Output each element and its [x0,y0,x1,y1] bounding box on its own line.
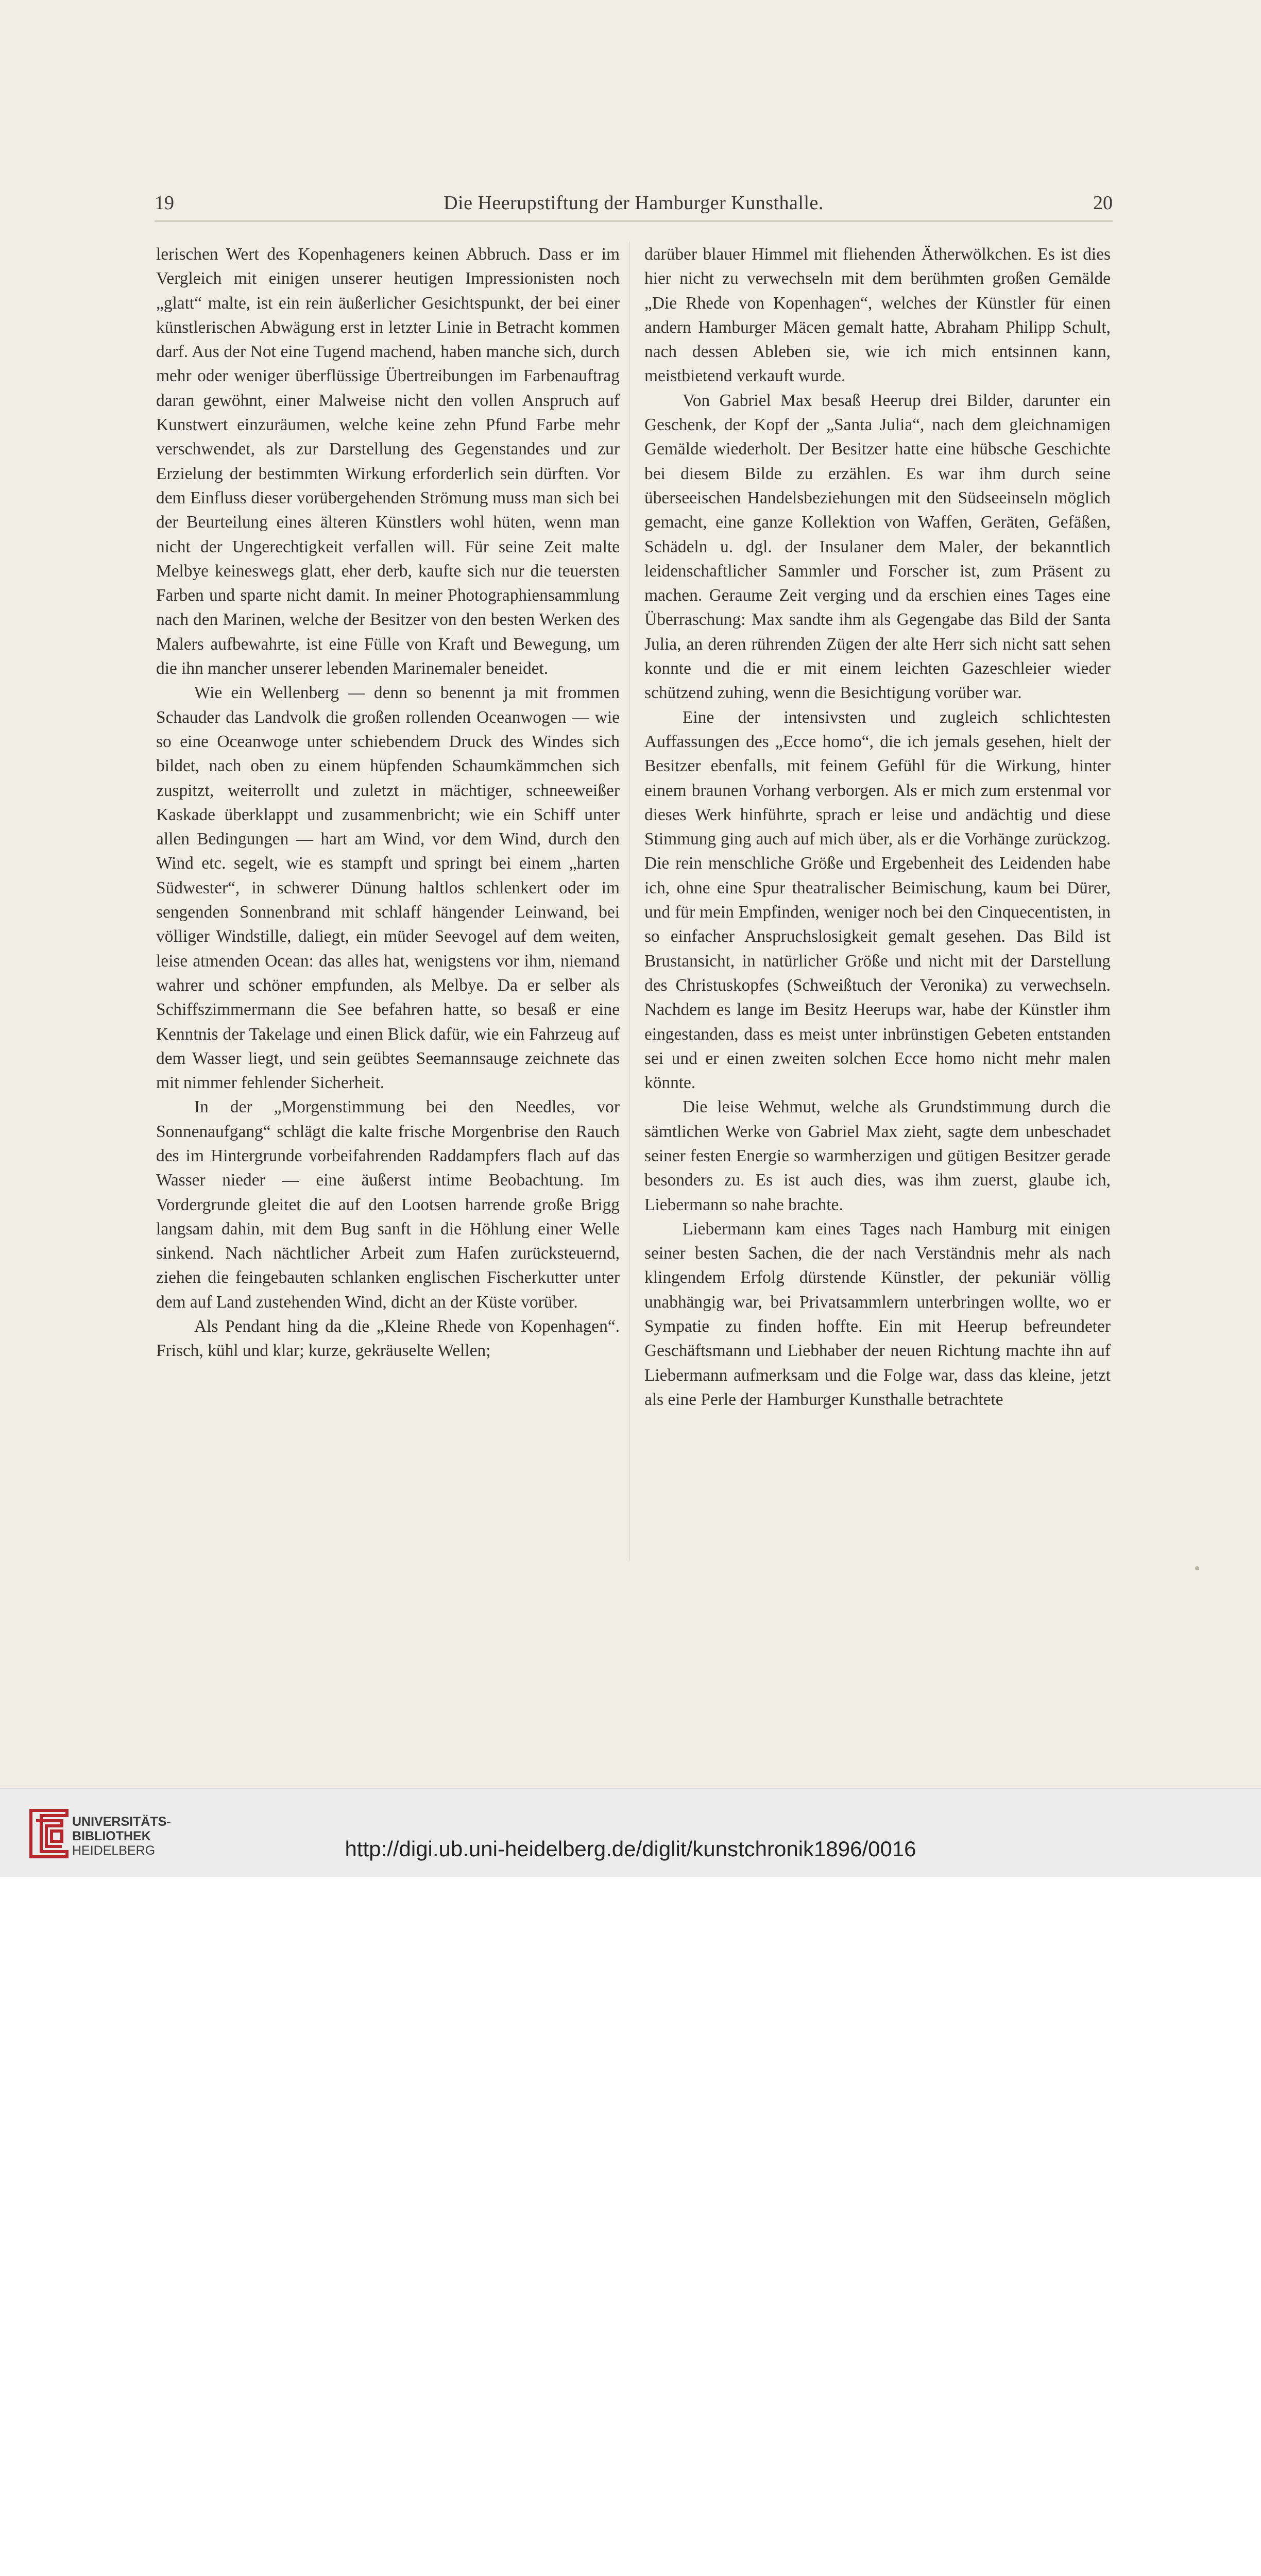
paragraph: darüber blauer Himmel mit fliehenden Ätherwölkchen. Es ist dies hier nicht zu verwechseln mit dem berühmten großen Gemälde „Die Rhede von Kopenhagen“, welches der Künstler für einen andern Hamburger Mäcen gemalt hatte, Abraham Philipp Schult, nach dessen Ableben sie, wie ich mich entsinnen kann, meistbietend verkauft wurde. [644,245,1111,386]
right-column [644,242,1111,1412]
paragraph: Wie ein Wellenberg — denn so benennt ja mit frommen Schauder das Landvolk die großen rollenden Oceanwogen — wie so eine Oceanwoge unter schiebendem Druck des Windes sich bildet, nach oben zu einem hüpfenden Schaumkämmchen sich zuspitzt, weiterrollt und zuletzt in mächtiger, schneeweißer Kaskade überklappt und zusammenbricht; wie ein Schiff unter allen Bedingungen — hart am Wind, vor dem Wind, durch den Wind etc. segelt, wie es stampft und springt bei einem „harten Südwester“, in schwerer Dünung haltlos schlenkert oder im sengenden Sonnenbrand mit schlaff hängender Leinwand, bei völliger Windstille, daliegt, ein müder Seevogel auf dem weiten, leise atmenden Ocean: das alles hat, wenigstens vor ihm, niemand wahrer und schöner empfunden, als Melbye. Da er selber als Schiffszimmermann die See befahren hatte, so besaß er eine Kenntnis der Takelage und einen Blick dafür, wie ein Fahrzeug auf dem Wasser liegt, und sein geübtes Seemannsauge zeichnete das mit nimmer fehlender Sicherheit. [156,683,620,1093]
digitization-footer [0,1788,1261,1877]
paragraph: Eine der intensivsten und zugleich schlichtesten Auffassungen des „Ecce homo“, die ich jemals gesehen, hielt der Besitzer ebenfalls, mit feinem Gefühl für die Wirkung, hinter einem braunen Vorhang verborgen. Als er mich zum erstenmal vor dieses Werk hinführte, sprach er leise und andächtig und diese Stimmung ging auch auf mich über, als er die Vorhänge zurückzog. Die rein menschliche Größe und Ergebenheit des Leidenden habe ich, ohne eine Spur theatralischer Beimischung, kaum bei Dürer, und für mein Empfinden, weniger noch bei den Cinquecentisten, in so einfacher Anspruchslosigkeit gemalt gesehen. Das Bild ist Brustansicht, in natürlicher Größe und nicht mit der Darstellung des Christuskopfes (Schweißtuch der Veronika) zu verwechseln. Nachdem es lange im Besitz Heerups war, habe der Künstler ihm eingestanden, dass es meist unter inbrünstigen Gebeten entstanden sei und er einen zweiten solchen Ecce homo nicht mehr malen könnte. [644,707,1111,1093]
left-column [156,242,620,1363]
page-number-right: 20 [1093,192,1113,214]
paragraph: Als Pendant hing da die „Kleine Rhede von Kopenhagen“. Frisch, kühl und klar; kurze, gekräuselte Wellen; [156,1317,620,1361]
column-divider [629,242,630,1561]
page-number-left: 19 [155,192,174,214]
scan-speck [1195,1566,1199,1570]
running-header [155,187,1113,217]
paragraph: Von Gabriel Max besaß Heerup drei Bilder, darunter ein Geschenk, der Kopf der „Santa Julia“, nach dem gleichnamigen Gemälde wiederholt. Der Besitzer hatte eine hübsche Geschichte bei diesem Bilde zu erzählen. Es war ihm durch seine überseeischen Handelsbeziehungen mit den Südseeinseln möglich gemacht, eine ganze Kollektion von Waffen, Geräten, Gefäßen, Schädeln u. dgl. der Insulaner dem Maler, der bekanntlich leidenschaftlicher Sammler und Forscher ist, zum Präsent zu machen. Geraume Zeit verging und da erschien eines Tages eine Überraschung: Max sandte ihm als Gegengabe das Bild der Santa Julia, an deren rührenden Zügen der alte Herr sich nicht satt sehen konnte und die er mit einem leichten Gazeschleier wieder schützend zuhing, wenn die Besichtigung vorüber war. [644,391,1111,703]
header-rule [155,221,1113,222]
paragraph: lerischen Wert des Kopenhageners keinen Abbruch. Dass er im Vergleich mit einigen unserer heutigen Impressionisten noch „glatt“ malte, ist ein rein äußerlicher Gesichtspunkt, der bei einer künstlerischen Abwägung erst in letzter Linie in Betracht kommen darf. Aus der Not eine Tugend machend, haben manche sich, durch mehr oder weniger überflüssige Übertreibungen im Farbenauftrag daran gewöhnt, einer Malweise nicht den vollen Anspruch auf Kunstwert einzuräumen, welche keine zehn Pfund Farbe mehr verschwendet, als zur Darstellung des Gegenstandes und zur Erzielung der bestimmten Wirkung erforderlich sein dürften. Vor dem Einfluss dieser vorübergehenden Strömung muss man sich bei der Beurteilung eines älteren Künstlers wohl hüten, wenn man nicht der Ungerechtigkeit verfallen will. Für seine Zeit malte Melbye keineswegs glatt, eher derb, kaufte sich nur die teuersten Farben und sparte nicht damit. In meiner Photographiensammlung nach den Marinen, welche der Besitzer von den besten Werken des Malers aufbewahrte, ist eine Fülle von Kraft und Bewegung, um die ihn mancher unserer lebenden Marinemaler beneidet. [156,245,620,679]
library-name-line: BIBLIOTHEK [72,1829,151,1843]
running-title: Die Heerupstiftung der Hamburger Kunsthalle. [444,192,824,214]
paragraph: In der „Morgenstimmung bei den Needles, vor Sonnenaufgang“ schlägt die kalte frische Morgenbrise den Rauch des im Hintergrunde vorbeifahrenden Raddampfers flach auf das Wasser nieder — eine äußerst intime Beobachtung. Im Vordergrunde gleitet die auf den Lootsen harrende große Brigg langsam dahin, mit dem Bug sanft in die Höhlung einer Welle sinkend. Nach nächtlicher Arbeit zum Hafen zurücksteuernd, ziehen die feingebauten schlanken englischen Fischerkutter unter dem auf Land zustehenden Wind, dicht an der Küste vorüber. [156,1097,620,1312]
permalink-url[interactable]: http://digi.ub.uni-heidelberg.de/diglit/kunstchronik1896/0016 [345,1837,916,1861]
paragraph: Liebermann kam eines Tages nach Hamburg mit einigen seiner besten Sachen, die der nach Verständnis mehr als nach klingendem Erfolg dürstende Künstler, der pekuniär völlig unabhängig war, bei Privatsammlern unterbringen wollte, wo er Sympatie zu finden hoffte. Ein mit Heerup befreundeter Geschäftsmann und Liebhaber der neuen Richtung machte ihn auf Liebermann aufmerksam und die Folge war, dass das kleine, jetzt als eine Perle der Hamburger Kunsthalle betrachtete [644,1219,1111,1409]
paragraph: Die leise Wehmut, welche als Grundstimmung durch die sämtlichen Werke von Gabriel Max zieht, sagte dem unbeschadet seiner festen Energie so warmherzigen und gütigen Besitzer gerade besonders zu. Es ist auch dies, was ihm zuerst, glaube ich, Liebermann so nahe brachte. [644,1097,1111,1214]
library-name-line: HEIDELBERG [72,1843,156,1858]
library-name-line: UNIVERSITÄTS- [72,1815,171,1829]
